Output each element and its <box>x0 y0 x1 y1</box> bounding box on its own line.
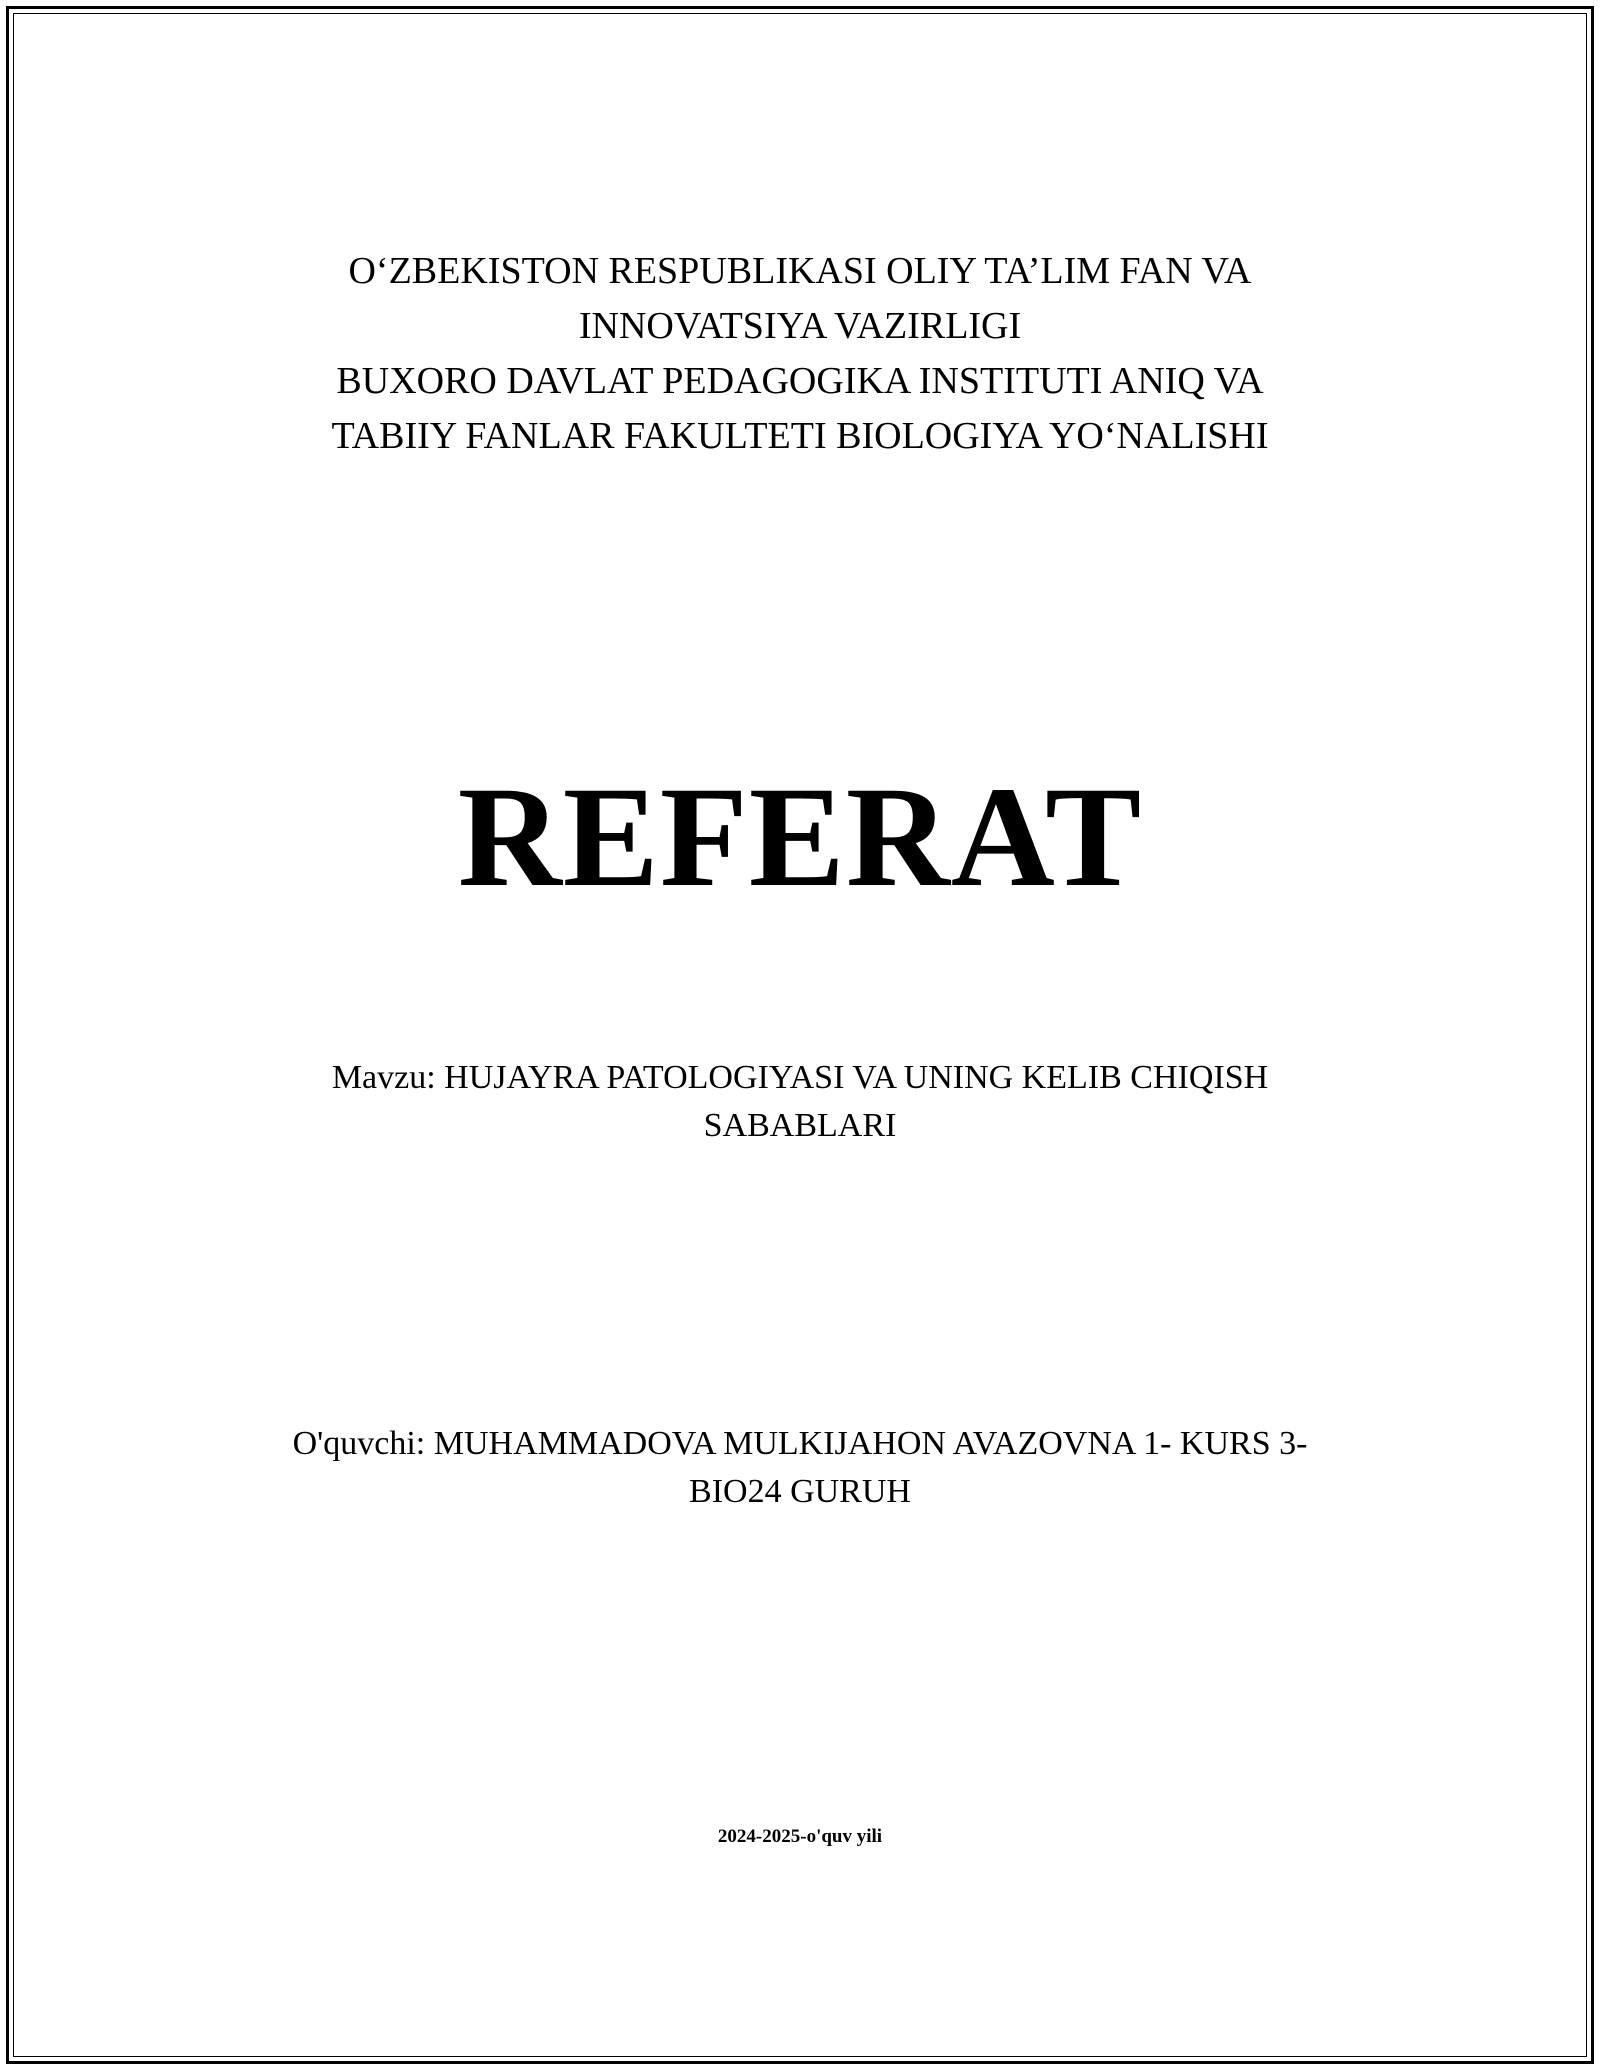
document-title: REFERAT <box>457 758 1143 917</box>
student-line-2: BIO24 GURUH <box>689 1473 911 1510</box>
topic-line-1: Mavzu: HUJAYRA PATOLOGIYASI VA UNING KELIB CHIQISH <box>331 1059 1269 1096</box>
academic-year: 2024-2025-o'quv yili <box>717 1826 883 1847</box>
topic-line-2: SABABLARI <box>703 1107 897 1144</box>
student-block <box>0 1420 1600 1516</box>
institute-line-1: BUXORO DAVLAT PEDAGOGIKA INSTITUTI ANIQ VA <box>336 360 1264 402</box>
institute-line-2: TABIIY FANLAR FAKULTETI BIOLOGIYA YO‘NALISHI <box>331 415 1269 457</box>
topic-block <box>0 1054 1600 1150</box>
student-line-1: O'quvchi: MUHAMMADOVA MULKIJAHON AVAZOVNA 1- KURS 3- <box>292 1425 1308 1462</box>
ministry-line-2: INNOVATSIYA VAZIRLIGI <box>578 305 1022 347</box>
ministry-line-1: O‘ZBEKISTON RESPUBLIKASI OLIY TA’LIM FAN VA <box>348 250 1252 292</box>
ministry-header <box>0 244 1600 464</box>
